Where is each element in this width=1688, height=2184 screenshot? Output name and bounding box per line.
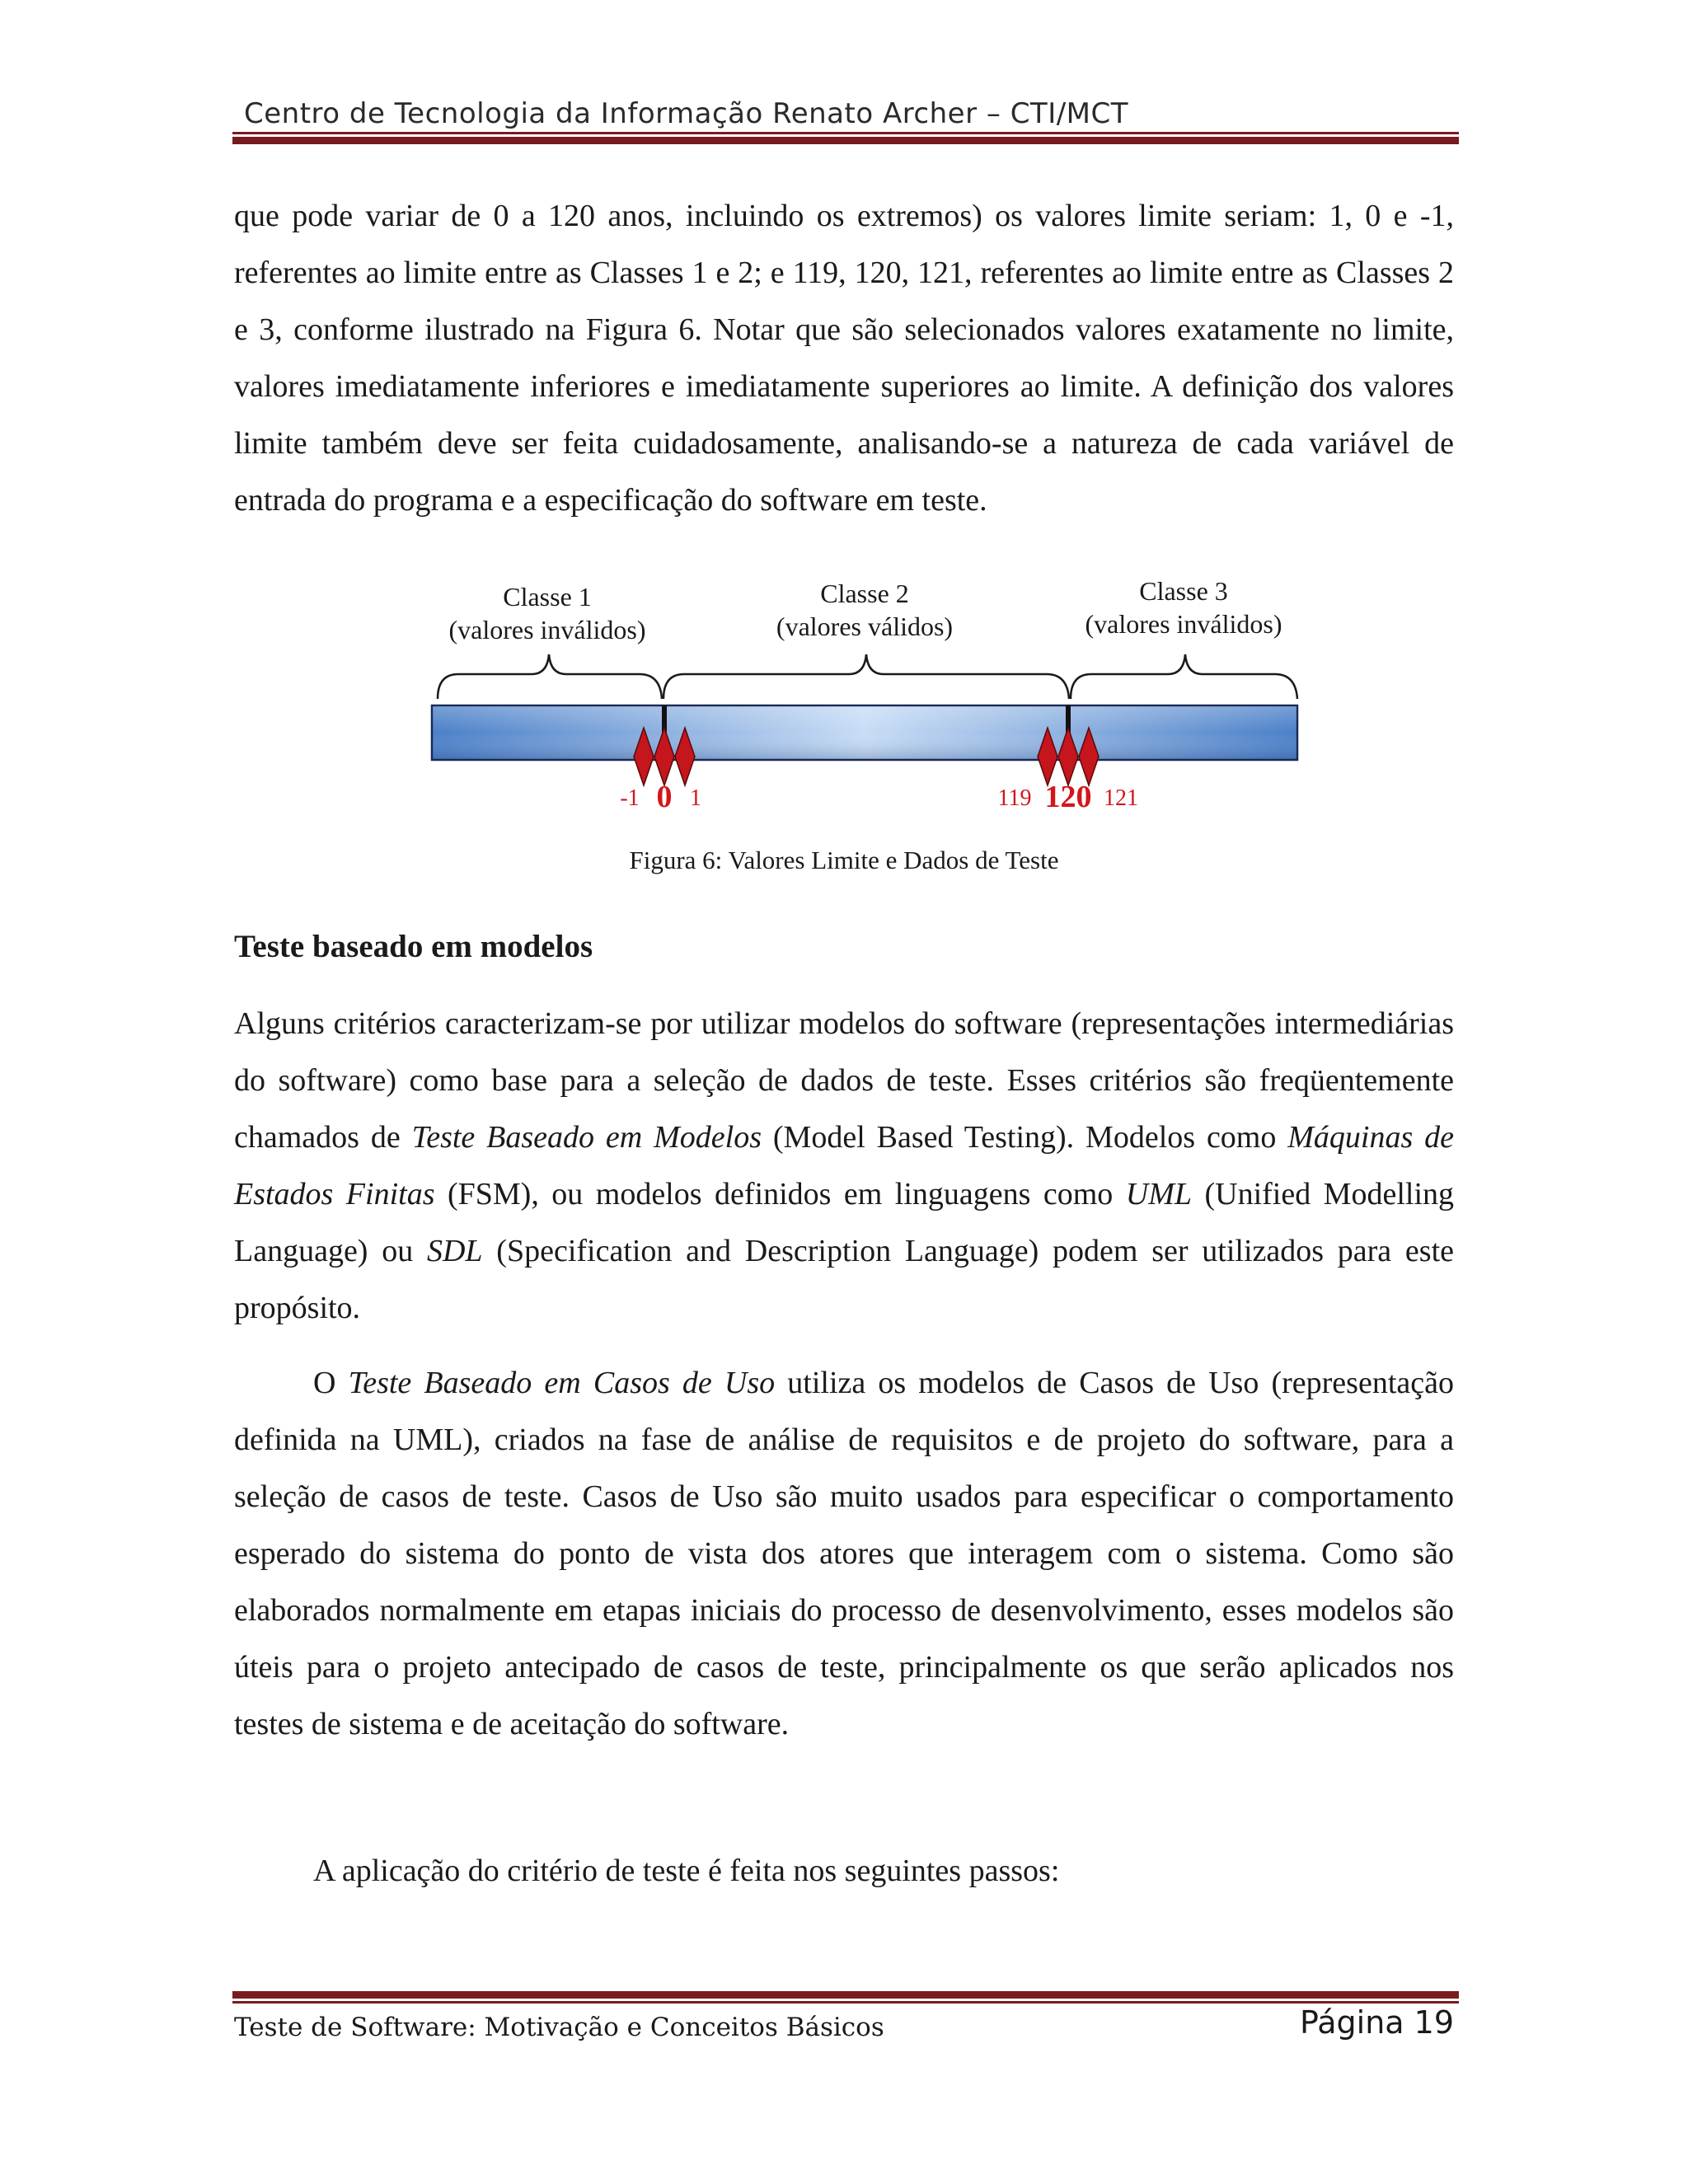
figure-caption: Figura 6: Valores Limite e Dados de Teste <box>629 846 1059 874</box>
class-3-subtitle: (valores inválidos) <box>1085 609 1282 639</box>
paragraph-1 <box>234 996 1454 1337</box>
p1-text-4: (Unified Modelling Language) ou <box>234 1177 1455 1268</box>
intro-block <box>234 188 1454 529</box>
p1-text-3: (FSM), ou modelos definidos em linguagens como <box>434 1177 1126 1212</box>
boundary-values-figure <box>0 569 1688 841</box>
paragraph-2-block <box>234 1355 1454 1753</box>
p1-text-5: (Specification and Description Language) podem ser utilizados para este propósito. <box>234 1234 1454 1325</box>
class-2-brace <box>663 654 1069 699</box>
class-2-title: Classe 2 <box>820 579 909 608</box>
intro-paragraph: que pode variar de 0 a 120 anos, incluindo os extremos) os valores limite seriam: 1, 0 e -1, referentes ao limite entre as Classes 1 e 2; e 119, 120, 121, referentes ao limite entre as Classes 2 e 3, conforme ilustrado na Figura 6. Notar que são selecionados valores exatamente no limite, valores imediatamente inferiores e imediatamente superiores ao limite. A definição dos valores limite também deve ser feita cuidadosamente, analisando-se a natureza de cada variável de entrada do programa e a especificação do software em teste. <box>234 199 1454 518</box>
section-heading: Teste baseado em modelos <box>234 929 593 964</box>
p1-italic-1: Teste Baseado em Modelos <box>411 1120 762 1155</box>
paragraph-3: A aplicação do critério de teste é feita nos seguintes passos: <box>313 1854 1060 1888</box>
value-label-120: 120 <box>1044 780 1092 814</box>
p1-text-1: Alguns critérios caracterizam-se por utilizar modelos do software (representações intermediárias do software) como base para a seleção de dados de teste. Esses critérios são freqüentemente chamados de <box>234 1006 1454 1155</box>
value-label-119: 119 <box>997 785 1032 811</box>
class-1-title: Classe 1 <box>503 582 592 612</box>
header-rule-thick <box>232 137 1459 144</box>
p2-text-2: utiliza os modelos de Casos de Uso (representação definida na UML), criados na fase de análise de requisitos e de projeto do software, para a seleção de casos de teste. Casos de Uso são muito usados para especificar o comportamento esperado do sistema do ponto de vista dos atores que interagem com o sistema. Como são elaborados normalmente em etapas iniciais do processo de desenvolvimento, esses modelos são úteis para o projeto antecipado de casos de teste, principalmente os que serão aplicados nos testes de sistema e de aceitação do software. <box>234 1366 1454 1741</box>
paragraph-2 <box>234 1355 1454 1753</box>
footer-rule-thin <box>232 2001 1459 2004</box>
footer-rule-thick <box>232 1991 1459 1999</box>
value-label-121: 121 <box>1104 785 1138 811</box>
p1-italic-3: UML <box>1125 1177 1193 1212</box>
class-1-subtitle: (valores inválidos) <box>448 615 646 644</box>
p1-text-2: (Model Based Testing). Modelos como <box>762 1120 1288 1155</box>
value-label-0: 0 <box>656 780 673 814</box>
class-2-subtitle: (valores válidos) <box>776 612 954 641</box>
running-header: Centro de Tecnologia da Informação Renato Archer – CTI/MCT <box>244 97 1129 130</box>
class-3-title: Classe 3 <box>1139 576 1228 606</box>
p2-italic-1: Teste Baseado em Casos de Uso <box>348 1366 776 1400</box>
p1-italic-4: SDL <box>426 1234 483 1268</box>
paragraph-1-block <box>234 996 1454 1337</box>
value-label-minus-1: -1 <box>620 785 640 811</box>
footer-title: Teste de Software: Motivação e Conceitos Básicos <box>234 2013 884 2042</box>
p2-text-1: O <box>313 1366 349 1400</box>
class-3-brace <box>1071 654 1297 699</box>
paragraph-3-block <box>234 1843 1454 1900</box>
header-rule-thin <box>232 132 1459 134</box>
value-label-1: 1 <box>690 785 701 811</box>
p1-italic-2: Máquinas de Estados Finitas <box>234 1120 1454 1212</box>
bar-shading <box>433 706 1296 759</box>
page-number: Página 19 <box>1300 2004 1454 2041</box>
class-1-brace <box>438 654 662 699</box>
